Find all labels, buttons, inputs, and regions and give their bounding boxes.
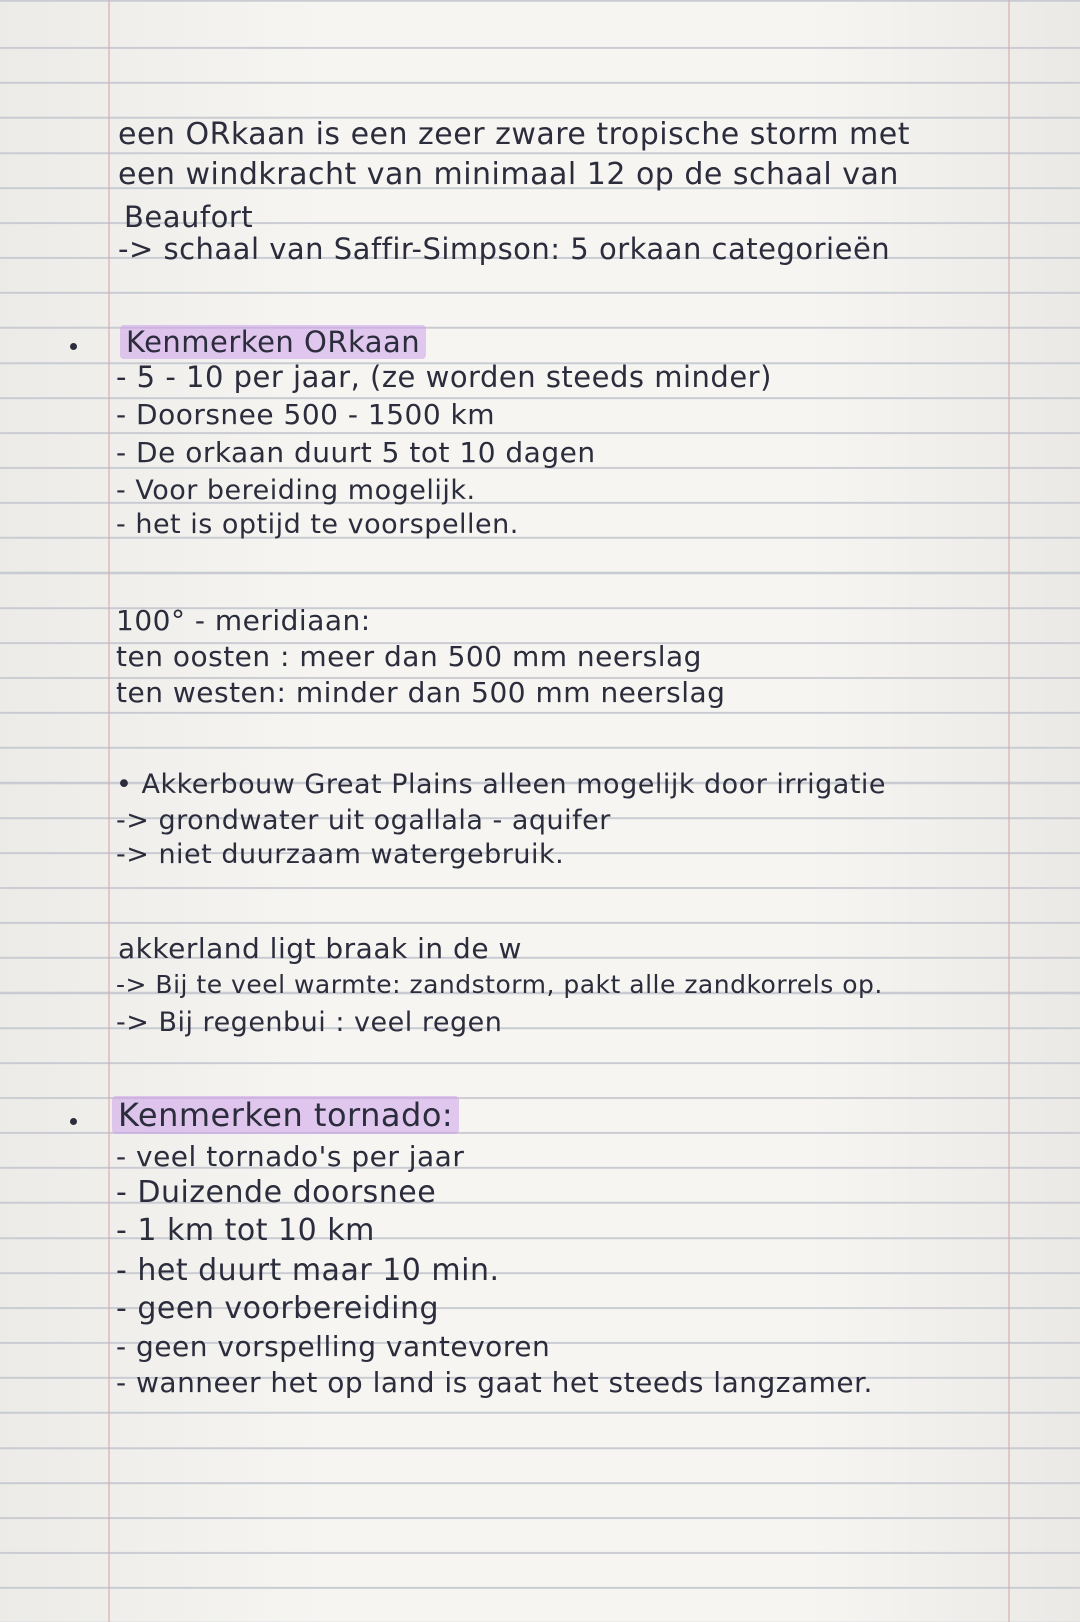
note-line-15: -> grondwater uit ogallala - aquifer	[116, 805, 611, 836]
note-line-22: - Duizende doorsnee	[116, 1175, 437, 1210]
note-line-10: - het is optijd te voorspellen.	[116, 509, 519, 540]
note-line-25: - geen voorbereiding	[116, 1291, 440, 1326]
note-line-14: • Akkerbouw Great Plains alleen mogelijk door irrigatie	[116, 769, 887, 800]
note-line-1: een ORkaan is een zeer zware tropische storm met	[118, 117, 910, 152]
note-line-11: 100° - meridiaan:	[116, 604, 371, 637]
note-line-12: ten oosten : meer dan 500 mm neerslag	[116, 640, 702, 673]
note-line-21: - veel tornado's per jaar	[116, 1140, 465, 1173]
margin-line-right	[1008, 0, 1010, 1622]
bullet-dot	[70, 1118, 77, 1125]
bullet-dot	[70, 343, 77, 350]
note-line-3: Beaufort	[124, 200, 254, 234]
margin-line-left	[108, 0, 110, 1622]
heading-kenmerken-tornado: Kenmerken tornado:	[112, 1098, 459, 1132]
note-line-26: - geen vorspelling vantevoren	[116, 1330, 551, 1363]
note-line-23: - 1 km tot 10 km	[116, 1213, 375, 1248]
note-line-13: ten westen: minder dan 500 mm neerslag	[116, 676, 726, 709]
note-line-24: - het duurt maar 10 min.	[116, 1253, 500, 1288]
note-line-6: - 5 - 10 per jaar, (ze worden steeds minder)	[116, 360, 772, 394]
note-line-9: - Voor bereiding mogelijk.	[116, 475, 476, 506]
note-line-18: -> Bij te veel warmte: zandstorm, pakt alle zandkorrels op.	[116, 970, 883, 999]
note-line-2: een windkracht van minimaal 12 op de schaal van	[118, 157, 899, 192]
note-line-4: -> schaal van Saffir-Simpson: 5 orkaan categorieën	[118, 232, 891, 266]
note-line-17: akkerland ligt braak in de w	[118, 932, 522, 965]
heading-kenmerken-orkaan: Kenmerken ORkaan	[120, 325, 426, 359]
note-line-8: - De orkaan duurt 5 tot 10 dagen	[116, 436, 596, 469]
note-line-7: - Doorsnee 500 - 1500 km	[116, 398, 496, 431]
note-line-27: - wanneer het op land is gaat het steeds langzamer.	[116, 1366, 873, 1399]
note-line-16: -> niet duurzaam watergebruik.	[116, 839, 565, 870]
note-line-19: -> Bij regenbui : veel regen	[116, 1007, 503, 1038]
